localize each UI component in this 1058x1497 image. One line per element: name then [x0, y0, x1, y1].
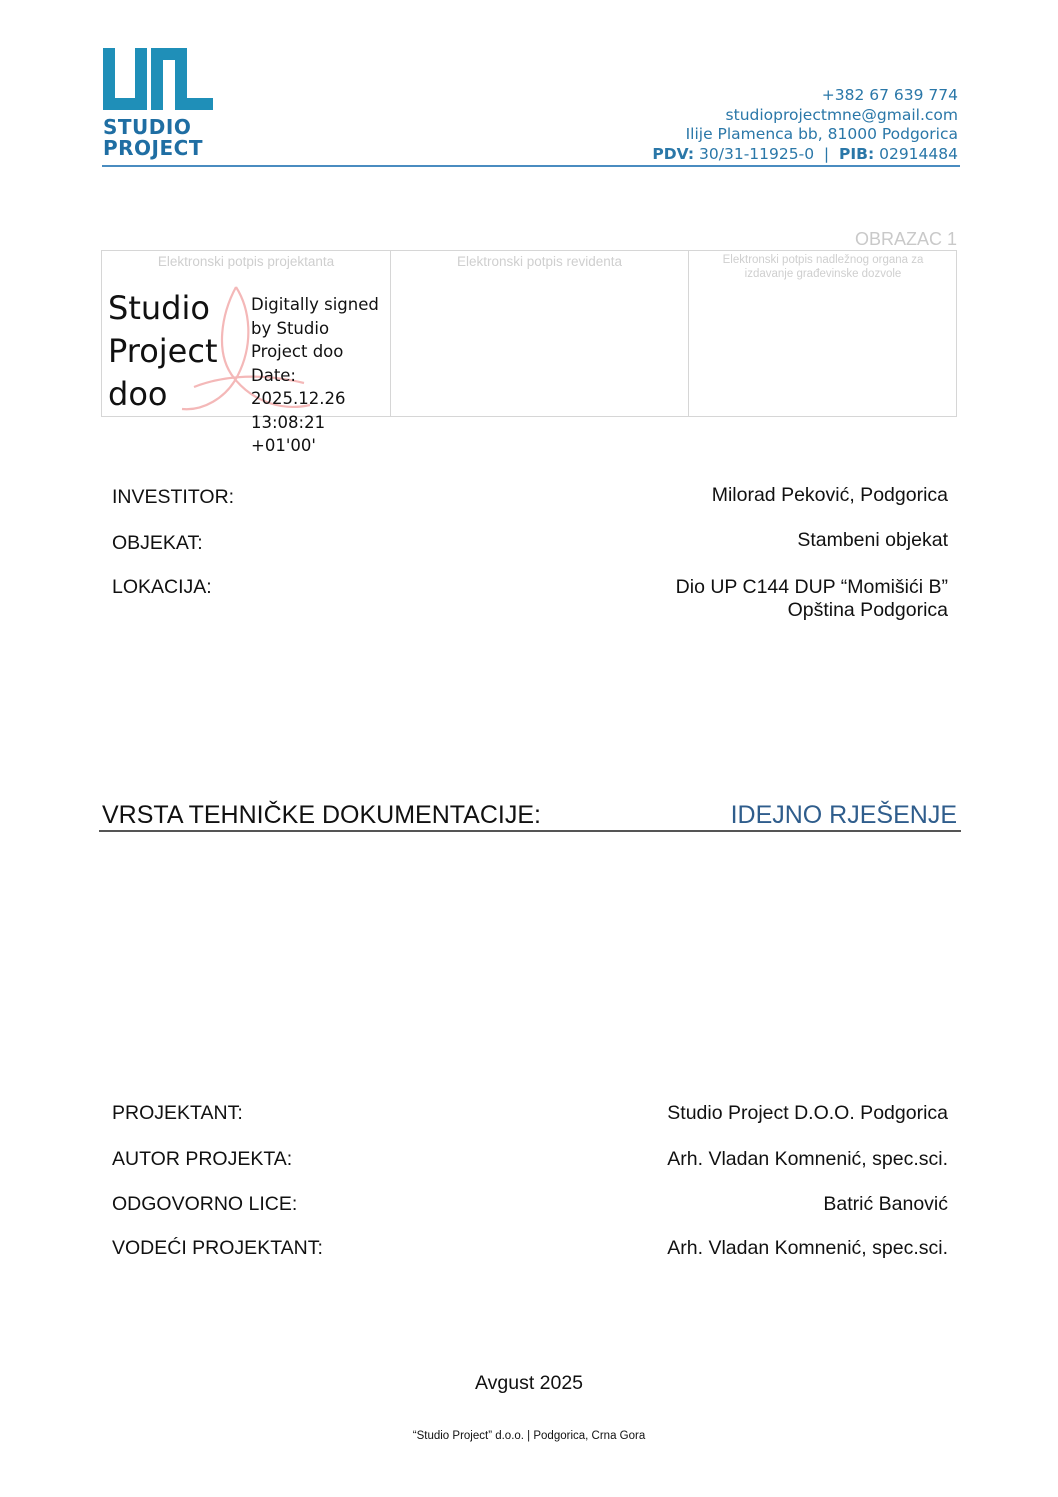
signature-table	[101, 250, 957, 455]
objekat-value: Stambeni objekat	[797, 529, 948, 551]
designer-signature-cell	[102, 251, 391, 455]
projektant-label: PROJEKTANT:	[112, 1102, 243, 1124]
authority-signature-cell	[689, 251, 957, 416]
designer-signature-header: Elektronski potpis projektanta	[157, 254, 335, 269]
signature-detail-line: Digitally signed	[251, 295, 379, 314]
lokacija-value-line: Opština Podgorica	[787, 599, 948, 621]
header-divider	[102, 165, 960, 167]
lokacija-value	[676, 576, 948, 622]
odgovorno-lice-value: Batrić Banović	[823, 1193, 948, 1215]
projektant-value: Studio Project D.O.O. Podgorica	[667, 1102, 948, 1124]
signature-detail-line: Project doo	[251, 342, 344, 361]
contact-phone: +382 67 639 774	[821, 86, 958, 104]
logo-text-project: PROJECT	[103, 136, 203, 160]
contact-address: Ilije Plamenca bb, 81000 Podgorica	[685, 125, 958, 144]
pib-value: 02914484	[879, 144, 958, 163]
document-date: Avgust 2025	[474, 1372, 584, 1394]
doctype-value: IDEJNO RJEŠENJE	[730, 801, 957, 829]
lokacija-value-line: Dio UP C144 DUP “Momišići B”	[675, 576, 948, 598]
reviewer-signature-cell	[391, 251, 689, 416]
signer-name-line: Project	[108, 332, 218, 370]
company-logo	[103, 48, 215, 159]
signature-detail-line: 13:08:21 +01'00'	[251, 412, 326, 455]
reviewer-signature-header: Elektronski potpis revidenta	[456, 254, 623, 269]
logo-mark-icon	[103, 48, 215, 112]
vodeci-projektant-label: VODEĆI PROJEKTANT:	[112, 1237, 323, 1259]
investitor-value: Milorad Peković, Podgorica	[711, 484, 948, 506]
digital-signature-details	[251, 293, 390, 458]
form-label: OBRAZAC 1	[854, 229, 957, 249]
logo-text-studio: STUDIO	[103, 115, 192, 139]
tax-ids	[652, 145, 958, 165]
autor-value: Arh. Vladan Komnenić, spec.sci.	[667, 1148, 948, 1170]
signer-name-line: doo	[108, 375, 168, 413]
investitor-label: INVESTITOR:	[112, 486, 235, 508]
lokacija-label: LOKACIJA:	[112, 576, 212, 598]
page-footer: “Studio Project” d.o.o. | Podgorica, Crna Gora	[412, 1430, 646, 1442]
signer-name-line: Studio	[108, 289, 210, 327]
autor-label: AUTOR PROJEKTA:	[112, 1148, 293, 1170]
authority-signature-header: Elektronski potpis nadležnog organa za izdavanje građevinske dozvole	[722, 254, 924, 280]
doctype-divider	[99, 830, 961, 832]
signature-detail-line: by Studio	[251, 318, 330, 338]
pdv-value: 30/31-11925-0	[699, 144, 815, 163]
objekat-label: OBJEKAT:	[112, 532, 203, 554]
tax-separator: |	[823, 144, 830, 163]
signer-name	[108, 287, 217, 416]
vodeci-projektant-value: Arh. Vladan Komnenić, spec.sci.	[667, 1237, 948, 1259]
pdv-label: PDV:	[652, 144, 695, 163]
contact-email: studioprojectmne@gmail.com	[725, 105, 958, 124]
signature-detail-line: Date: 2025.12.26	[251, 365, 346, 408]
doctype-label: VRSTA TEHNIČKE DOKUMENTACIJE:	[102, 801, 541, 829]
odgovorno-lice-label: ODGOVORNO LICE:	[112, 1193, 298, 1215]
contact-block	[652, 86, 958, 164]
pib-label: PIB:	[839, 144, 875, 163]
